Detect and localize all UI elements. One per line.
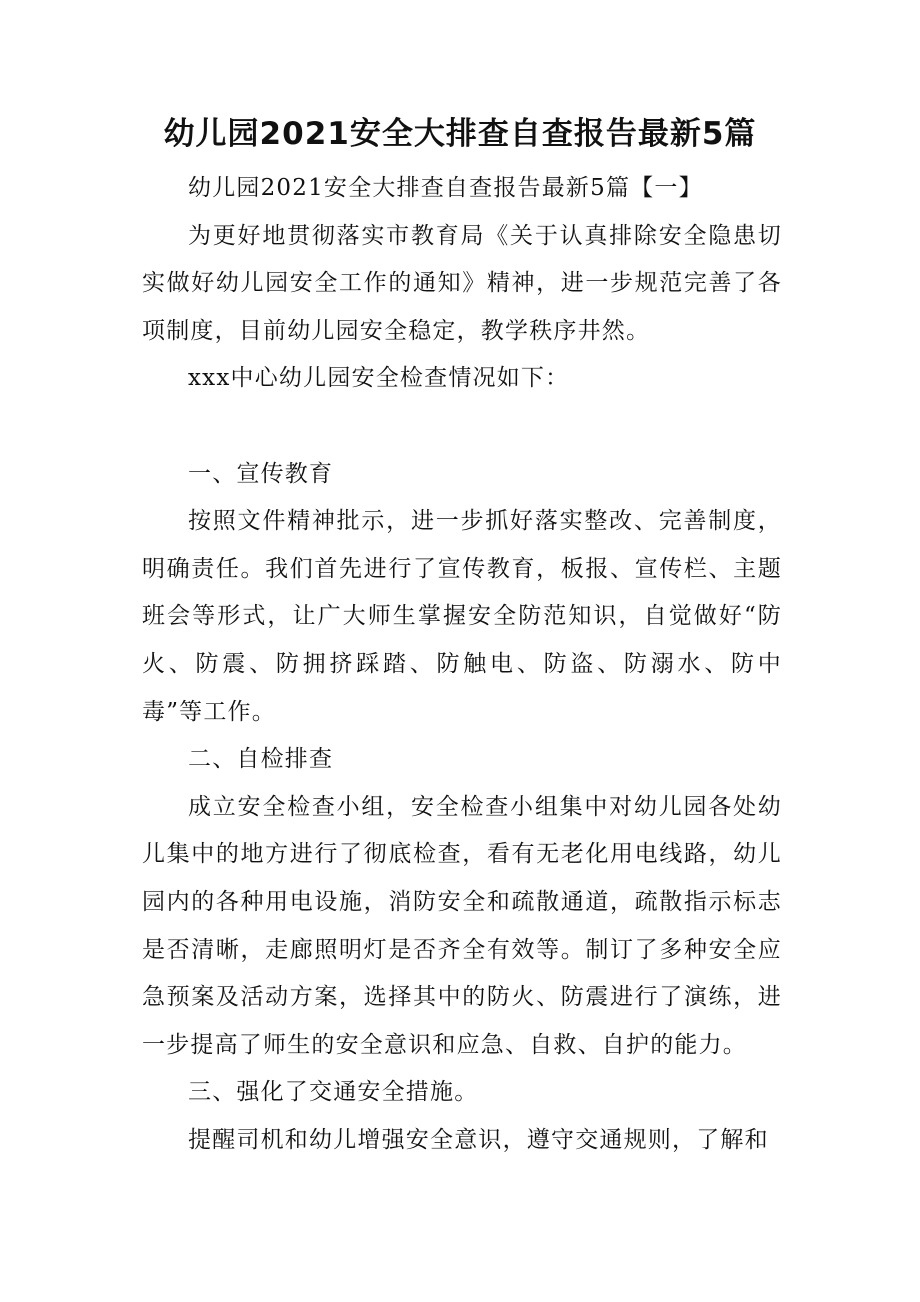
- document-title: 幼儿园2021安全大排查自查报告最新5篇: [163, 116, 757, 152]
- section-2-heading: 二、自检排查: [188, 746, 334, 773]
- section-2-paragraph: 成立安全检查小组，安全检查小组集中对幼儿园各处幼儿集中的地方进行了彻底检查，看有无老化用电线路，幼儿园内的各种用电设施，消防安全和疏散通道，疏散指示标志是否清晰，走廊照明灯是否齐全有效等。制订了多种安全应急预案及活动方案，选择其中的防火、防震进行了演练，进一步提高了师生的安全意识和应急、自救、自护的能力。: [142, 793, 782, 1058]
- document-body: [142, 165, 782, 1164]
- subtitle-paragraph: 幼儿园2021安全大排查自查报告最新5篇【一】: [188, 175, 703, 201]
- section-1-paragraph: 按照文件精神批示，进一步抓好落实整改、完善制度，明确责任。我们首先进行了宣传教育，板报、宣传栏、主题班会等形式，让广大师生掌握安全防范知识，自觉做好“防火、防震、防拥挤踩踏、防触电、防盗、防溺水、防中毒”等工作。: [142, 508, 782, 725]
- section-3-paragraph: 提醒司机和幼儿增强安全意识，遵守交通规则，了解和: [188, 1126, 769, 1153]
- paragraph-spacer: [142, 403, 782, 451]
- section-3-heading: 三、强化了交通安全措施。: [188, 1079, 479, 1106]
- intro-paragraph: 为更好地贯彻落实市教育局《关于认真排除安全隐患切实做好幼儿园安全工作的通知》精神，进一步规范完善了各项制度，目前幼儿园安全稳定，教学秩序井然。: [142, 222, 782, 344]
- overview-paragraph: xxx中心幼儿园安全检查情况如下：: [188, 365, 570, 392]
- section-1-heading: 一、宣传教育: [188, 460, 334, 487]
